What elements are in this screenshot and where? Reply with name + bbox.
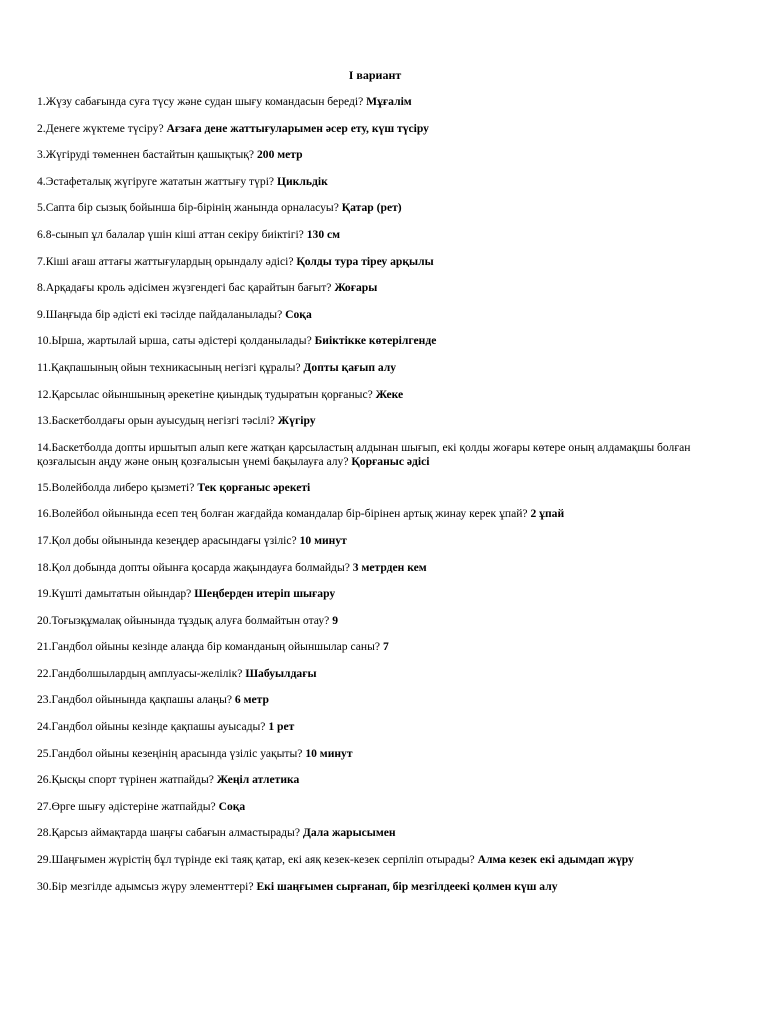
question-item <box>37 175 717 189</box>
answer-text: Жеңіл атлетика <box>216 773 300 787</box>
question-item <box>37 614 717 628</box>
question-text: 14.Баскетболда допты иршытып алып кеге жатқан қарсыластың алдынан шығып, екі қолды жоғары көтере оның алдамақшы болған қозғалысын аңду және оның қозғалысын үнемі бақылауға алу? <box>37 440 691 468</box>
question-item <box>37 228 717 242</box>
question-text: 15.Волейболда либеро қызметі? <box>37 480 198 494</box>
question-item <box>37 361 717 375</box>
question-text: 3.Жүгіруді төменнен бастайтын қашықтық? <box>37 148 257 162</box>
answer-text: Жеке <box>375 387 404 401</box>
answer-text: Шеңберден итеріп шығару <box>194 587 336 601</box>
answer-text: 6 метр <box>234 693 269 707</box>
question-item <box>37 880 717 894</box>
question-text: 21.Гандбол ойыны кезінде алаңда бір команданың ойыншылар саны? <box>37 640 383 654</box>
question-item <box>37 308 717 322</box>
answer-text: Қатар (рет) <box>341 201 402 215</box>
answer-text: Алма кезек екі адымдап жүру <box>477 853 634 867</box>
question-text: 1.Жүзу сабағында суға түсу және судан шығу командасын береді? <box>37 95 367 108</box>
question-text: 30.Бір мезгілде адымсыз жүру элементтері? <box>37 879 257 893</box>
question-item <box>37 667 717 681</box>
question-item <box>37 534 717 548</box>
question-item <box>37 441 717 469</box>
question-text: 18.Қол добында допты ойынға қосарда жақындауға болмайды? <box>37 560 353 574</box>
answer-text: Екі шаңғымен сырғанап, бір мезгілдеекі қолмен күш алу <box>256 879 558 893</box>
question-item <box>37 201 717 215</box>
answer-text: 7 <box>382 640 389 654</box>
question-item <box>37 773 717 787</box>
answer-text: Қолды тура тіреу арқылы <box>296 254 434 268</box>
question-text: 20.Тоғызқұмалақ ойынында тұздық алуға болмайтын отау? <box>37 613 333 627</box>
answer-text: 10 минут <box>305 746 353 760</box>
answer-text: 2 ұпай <box>530 507 565 521</box>
question-item <box>37 826 717 840</box>
answer-text: Қорғаныс әдісі <box>351 454 430 468</box>
question-item <box>37 148 717 162</box>
question-text: 26.Қысқы спорт түрінен жатпайды? <box>37 773 217 787</box>
document-title: I вариант <box>348 68 402 82</box>
question-text: 23.Гандбол ойынында қақпашы алаңы? <box>37 693 235 707</box>
question-item <box>37 800 717 814</box>
question-item <box>37 334 717 348</box>
answer-text: Биіктікке көтерілгенде <box>314 334 437 348</box>
answer-text: Цикльдік <box>276 174 328 188</box>
question-item <box>37 388 717 402</box>
question-text: 4.Эстафеталық жүгіруге жататын жаттығу түрі? <box>37 174 277 188</box>
question-item <box>37 693 717 707</box>
question-item <box>37 587 717 601</box>
question-text: 19.Күшті дамытатын ойындар? <box>37 587 195 601</box>
answer-text: 9 <box>332 613 338 627</box>
question-text: 17.Қол добы ойынында кезеңдер арасындағы үзіліс? <box>37 533 300 547</box>
answer-text: 200 метр <box>256 148 303 162</box>
answer-text: 1 рет <box>268 720 295 734</box>
question-text: 24.Гандбол ойыны кезінде қақпашы ауысады? <box>37 720 269 734</box>
question-text: 16.Волейбол ойынында есеп тең болған жағдайда командалар бір-бірінен артық жинау керек ұпай? <box>37 507 531 521</box>
question-text: 22.Гандболшылардың амплуасы-желілік? <box>37 666 246 680</box>
question-item <box>37 640 717 654</box>
answer-text: Тек қорғаныс әрекеті <box>197 480 311 494</box>
question-item <box>37 255 717 269</box>
question-item <box>37 481 717 495</box>
answer-text: Соқа <box>285 307 312 321</box>
answer-text: Жүгіру <box>277 414 316 428</box>
question-text: 27.Өрге шығу әдістеріне жатпайды? <box>37 799 219 813</box>
answer-text: Шабуылдағы <box>245 666 317 680</box>
question-item <box>37 747 717 761</box>
answer-text: Ағзаға дене жаттығуларымен әсер ету, күш түсіру <box>166 121 429 135</box>
question-item <box>37 122 717 136</box>
question-text: 8.Арқадағы кроль әдісімен жүзгендегі бас қарайтын бағыт? <box>37 281 335 295</box>
answer-text: Мұғалім <box>366 95 412 108</box>
answer-text: 10 минут <box>299 533 347 547</box>
question-text: 10.Ырша, жартылай ырша, саты әдістері қолданылады? <box>37 334 315 348</box>
answer-text: Жоғары <box>334 281 378 295</box>
question-item <box>37 853 717 867</box>
question-item <box>37 414 717 428</box>
question-text: 28.Қарсыз аймақтарда шаңғы сабағын алмастырады? <box>37 826 303 840</box>
question-item <box>37 561 717 575</box>
question-text: 11.Қақпашының ойын техникасының негізгі құралы? <box>37 360 304 374</box>
question-text: 7.Кіші ағаш аттағы жаттығулардың орындалу әдісі? <box>37 254 297 268</box>
question-text: 6.8-сынып ұл балалар үшін кіші аттан секіру биіктігі? <box>37 227 307 241</box>
question-text: 5.Сапта бір сызық бойынша бір-бірінің жанында орналасуы? <box>37 201 342 215</box>
answer-text: Допты қағып алу <box>303 360 397 374</box>
question-text: 12.Қарсылас ойыншының әрекетіне қиындық тудыратын қорғаныс? <box>37 387 376 401</box>
question-text: 9.Шаңғыда бір әдісті екі тәсілде пайдаланылады? <box>37 307 286 321</box>
question-list <box>37 95 717 906</box>
question-text: 29.Шаңғымен жүрістің бұл түрінде екі таяқ қатар, екі аяқ кезек-кезек серпіліп отырады? <box>37 853 478 867</box>
answer-text: Дала жарысымен <box>302 826 396 840</box>
question-text: 25.Гандбол ойыны кезеңінің арасында үзіліс уақыты? <box>37 746 306 760</box>
question-text: 2.Денеге жүктеме түсіру? <box>37 121 167 135</box>
answer-text: 130 см <box>306 227 341 241</box>
question-item <box>37 281 717 295</box>
question-item <box>37 95 717 109</box>
answer-text: 3 метрден кем <box>352 560 427 574</box>
question-text: 13.Баскетболдағы орын ауысудың негізгі тәсілі? <box>37 414 278 428</box>
answer-text: Соқа <box>218 799 246 813</box>
question-item <box>37 720 717 734</box>
question-item <box>37 507 717 521</box>
